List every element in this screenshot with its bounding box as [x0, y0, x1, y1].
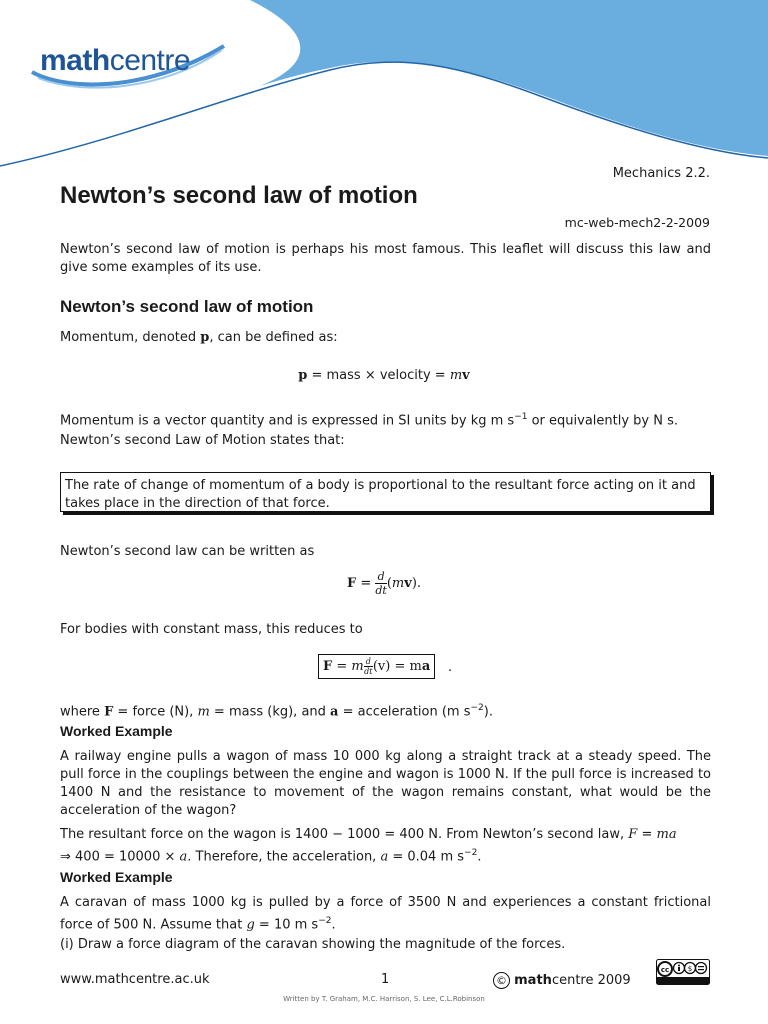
example2-part-i: (i) Draw a force diagram of the caravan showing the magnitude of the forces. — [60, 937, 566, 952]
intro-paragraph: Newton’s second law of motion is perhaps his most famous. This leaflet will discuss this law and give some examples of its use. — [60, 242, 711, 275]
vector-quantity-text: Momentum is a vector quantity and is expressed in SI units by kg m $s^{-1}$ or equivalently by N s. — [60, 412, 679, 429]
leaflet-code: mc-web-mech2-2-2009 — [564, 215, 710, 230]
credits-line: Written by T. Graham, M.C. Harrison, S. Lee, C.L.Robinson — [283, 995, 485, 1003]
derivative-fraction: $\frac{d}{dt}$ — [375, 570, 387, 597]
section-heading: Newton’s second law of motion — [60, 297, 314, 316]
page-number: 1 — [381, 972, 390, 987]
momentum-definition: Momentum, denoted p, can be defined as: — [60, 330, 338, 345]
footer-url[interactable]: www.mathcentre.ac.uk — [60, 972, 210, 987]
where-definitions: where F = force (N), m = mass (kg), and a = acceleration (m $s^{-2}$). — [60, 703, 493, 720]
law-statement-box: The rate of change of momentum of a body is proportional to the resultant force acting on it and takes place in the direction of that force. — [60, 472, 711, 512]
svg-text:$: $ — [687, 965, 693, 973]
cc-by-nc-nd-icon — [656, 959, 710, 985]
constant-mass-text: For bodies with constant mass, this reduces to — [60, 622, 363, 637]
mathcentre-logo: mathcentre — [40, 44, 190, 78]
newton-second-law-equation: F = $\frac{d}{dt}$ (mv). — [346, 570, 422, 597]
example1-problem: A railway engine pulls a wagon of mass 10 000 kg along a straight track at a steady speed. The pull force in the couplings between the engine and wagon is 1000 N. If the pull force is increased to 1400 N and the resistance to movement of the wagon remains constant, what would be the acceleration of the wagon? — [60, 749, 711, 818]
written-as-text: Newton’s second law can be written as — [60, 544, 315, 559]
reduced-equation-box: F = m $\frac{d}{dt}$ (v) = ma — [318, 654, 435, 679]
reduced-equation-period: . — [448, 660, 453, 675]
copyright-icon: © — [493, 972, 510, 989]
law-intro-text: Newton’s second Law of Motion states that: — [60, 433, 345, 448]
example2-problem: A caravan of mass 1000 kg is pulled by a force of 3500 N and experiences a constant frictional force of 500 N. Assume that g = 10 m $s^{-2}$. — [60, 895, 711, 933]
svg-text:cc: cc — [660, 966, 670, 974]
footer-copyright: © mathcentre 2009 — [493, 972, 631, 989]
example1-solution: The resultant force on the wagon is 1400 − 1000 = 400 N. From Newton’s second law, F = ma ⇒ 400 = 10000 × a. Therefore, the acceleration, a = 0.04 m $s^{-2}$. — [60, 827, 677, 865]
worked-example-heading-2: Worked Example — [60, 869, 173, 885]
small-derivative-fraction: $\frac{d}{dt}$ — [364, 657, 373, 676]
worked-example-heading-1: Worked Example — [60, 723, 173, 739]
momentum-equation: p = mass × velocity = mv — [298, 368, 470, 383]
page-title: Newton’s second law of motion — [60, 182, 418, 209]
leaflet-tag: Mechanics 2.2. — [612, 166, 710, 181]
